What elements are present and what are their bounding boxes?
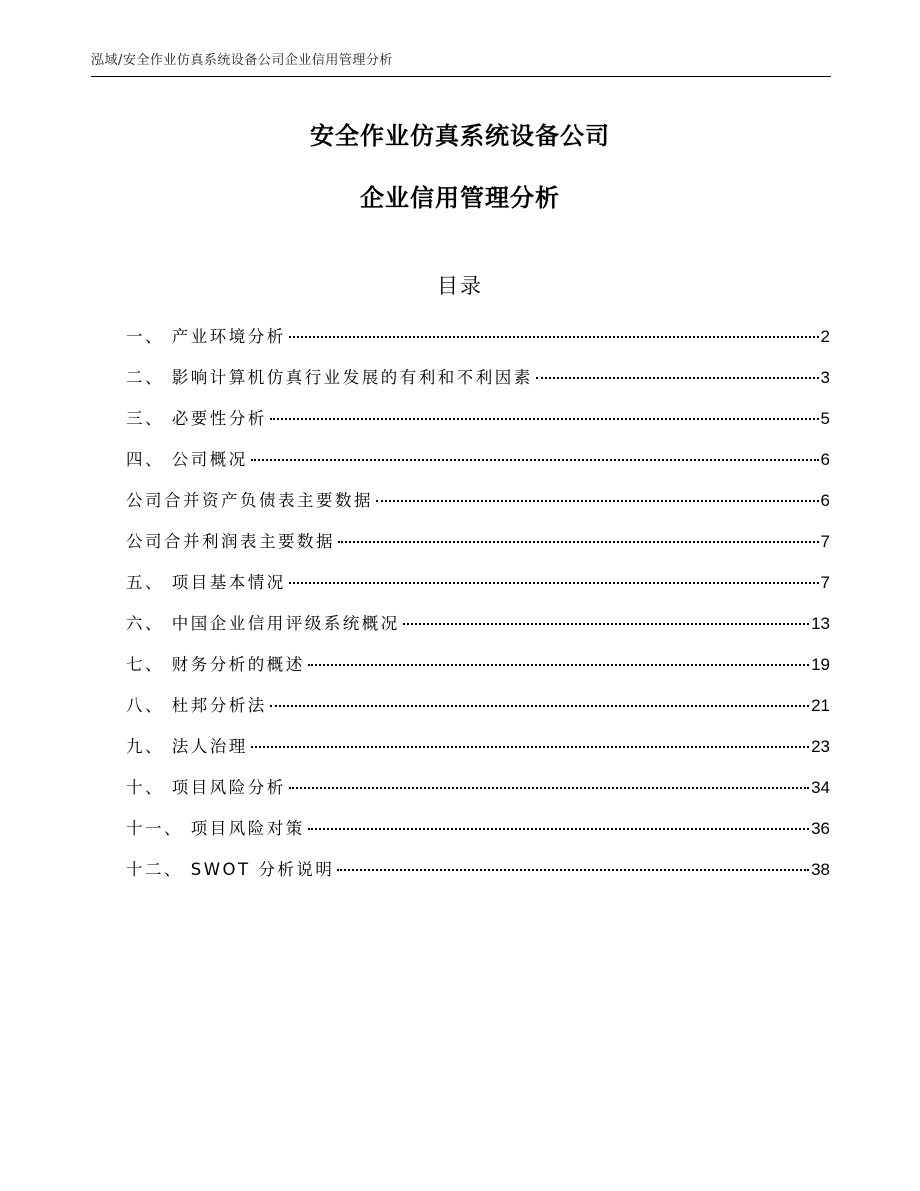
toc-dot-leader: [289, 787, 809, 789]
toc-entry-title: 项目风险分析: [171, 778, 286, 797]
toc-entry-page: 23: [811, 737, 830, 756]
toc-entry[interactable]: [126, 855, 830, 896]
toc-entry-number: 四、: [126, 450, 172, 469]
toc-dot-leader: [308, 828, 809, 830]
toc-entry-number: 十二、: [126, 860, 191, 879]
toc-entry-title: 产业环境分析: [171, 327, 286, 346]
toc-entry-number: 十、: [126, 778, 172, 797]
toc-entry-page: 34: [811, 778, 830, 797]
toc-entry-title: 中国企业信用评级系统概况: [171, 614, 400, 633]
toc-entry[interactable]: [126, 527, 830, 568]
toc-entry-title: 项目基本情况: [171, 573, 286, 592]
toc-entry[interactable]: [126, 445, 830, 486]
toc-entry[interactable]: [126, 609, 830, 650]
toc-entry-title: 影响计算机仿真行业发展的有利和不利因素: [171, 368, 533, 387]
toc-entry[interactable]: [126, 773, 830, 814]
toc-entry-page: 3: [820, 368, 830, 387]
toc-entry-number: 八、: [126, 696, 172, 715]
toc-entry-number: 三、: [126, 409, 172, 428]
toc-entry[interactable]: [126, 363, 830, 404]
toc-entry-page: 19: [811, 655, 830, 674]
toc-dot-leader: [403, 623, 809, 625]
toc-dot-leader: [289, 336, 819, 338]
toc-entry-title: 公司合并利润表主要数据: [126, 532, 335, 551]
toc-entry-title: SWOT 分析说明: [190, 860, 335, 879]
toc-entry[interactable]: [126, 322, 830, 363]
toc-entry-title: 杜邦分析法: [171, 696, 267, 715]
toc-entry[interactable]: [126, 404, 830, 445]
toc-dot-leader: [251, 746, 809, 748]
toc-entry[interactable]: [126, 814, 830, 855]
toc-entry-title: 项目风险对策: [190, 819, 305, 838]
toc-entry-page: 38: [811, 860, 830, 879]
toc-entry-number: 五、: [126, 573, 172, 592]
toc-entry-page: 6: [820, 491, 830, 510]
toc-dot-leader: [270, 705, 809, 707]
toc-dot-leader: [376, 500, 819, 502]
toc-entry[interactable]: [126, 568, 830, 609]
toc-entry[interactable]: [126, 732, 830, 773]
toc-entry-number: 九、: [126, 737, 172, 756]
toc-entry-number: 七、: [126, 655, 172, 674]
toc-entry-number: 一、: [126, 327, 172, 346]
toc-dot-leader: [337, 869, 809, 871]
toc-dot-leader: [338, 541, 819, 543]
toc-entry-page: 13: [811, 614, 830, 633]
running-header: 泓域/安全作业仿真系统设备公司企业信用管理分析: [91, 52, 831, 77]
toc-entry-page: 7: [820, 573, 830, 592]
toc-entry-page: 7: [820, 532, 830, 551]
toc-entry-title: 法人治理: [171, 737, 248, 756]
toc-dot-leader: [289, 582, 819, 584]
toc-entry-page: 2: [820, 327, 830, 346]
toc-entry[interactable]: [126, 650, 830, 691]
toc-entry-number: 二、: [126, 368, 172, 387]
toc-entry-page: 6: [820, 450, 830, 469]
document-title-line-2: 企业信用管理分析: [360, 184, 560, 212]
toc-entry[interactable]: [126, 486, 830, 527]
toc-dot-leader: [308, 664, 809, 666]
toc-dot-leader: [536, 377, 819, 379]
toc-entry-title: 公司合并资产负债表主要数据: [126, 491, 373, 510]
toc-entry-page: 36: [811, 819, 830, 838]
table-of-contents: [126, 322, 830, 896]
toc-dot-leader: [251, 459, 819, 461]
toc-entry[interactable]: [126, 691, 830, 732]
toc-dot-leader: [270, 418, 819, 420]
document-title-line-1: 安全作业仿真系统设备公司: [310, 122, 610, 150]
toc-entry-title: 财务分析的概述: [171, 655, 305, 674]
toc-heading: 目录: [437, 274, 483, 298]
toc-entry-number: 十一、: [126, 819, 191, 838]
toc-entry-number: 六、: [126, 614, 172, 633]
toc-entry-title: 公司概况: [171, 450, 248, 469]
toc-entry-page: 21: [811, 696, 830, 715]
toc-entry-page: 5: [820, 409, 830, 428]
toc-entry-title: 必要性分析: [171, 409, 267, 428]
